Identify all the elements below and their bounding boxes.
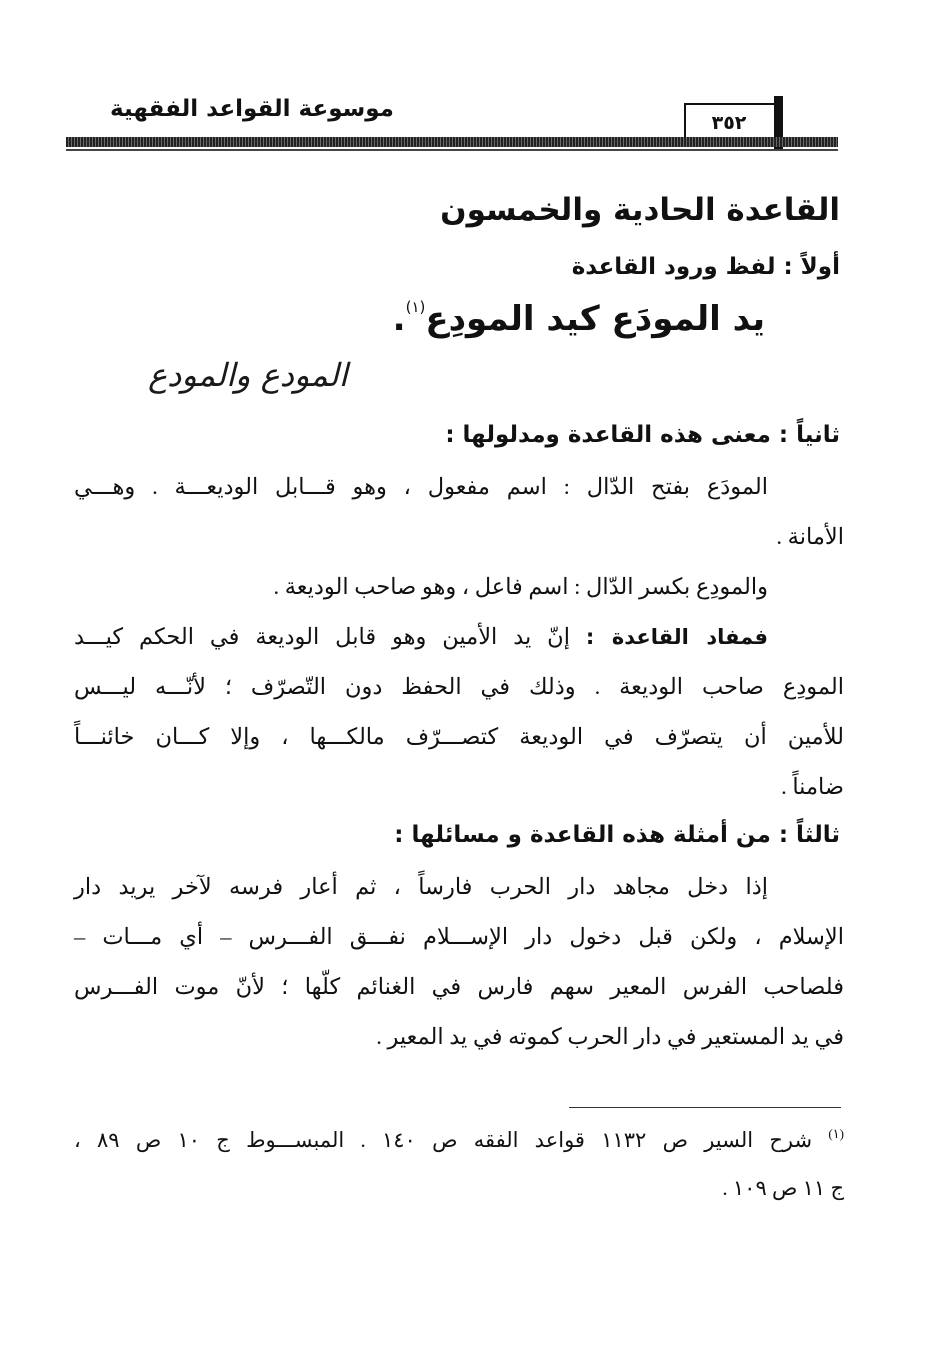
paragraph-line: والمودِع بكسر الدّال : اسم فاعل ، وهو صاحب الوديعة .	[273, 574, 768, 599]
rule-title: القاعدة الحادية والخمسون	[440, 192, 840, 228]
paragraph-line: الأمانة .	[776, 524, 844, 549]
rule-statement	[393, 298, 765, 339]
paragraph-line: فلصاحب الفرس المعير سهم فارس في الغنائم كلّها ؛ لأنّ موت الفـــرس	[74, 974, 844, 999]
section-heading-1: أولاً : لفظ ورود القاعدة	[571, 254, 840, 280]
footnote-ref-1[interactable]: (١)	[405, 298, 426, 316]
page-number: ٣٥٢	[711, 112, 747, 134]
footnote-line	[74, 1126, 844, 1153]
section-heading-2: ثانياً : معنى هذه القاعدة ومدلولها :	[445, 422, 840, 448]
paragraph-line: المودَع بفتح الدّال : اسم مفعول ، وهو قـــابل الوديعـــة . وهـــي	[74, 474, 768, 499]
paragraph-text: إنّ يد الأمين وهو قابل الوديعة في الحكم كيـــد	[74, 624, 570, 649]
section-heading-3: ثالثاً : من أمثلة هذه القاعدة و مسائلها :	[394, 822, 840, 848]
paragraph-line: في يد المستعير في دار الحرب كموته في يد المعير .	[376, 1024, 844, 1049]
footnote-line: ج ١١ ص ١٠٩ .	[722, 1176, 844, 1200]
paragraph-line-lead	[74, 615, 768, 659]
paragraph-line: المودِع صاحب الوديعة . وذلك في الحفظ دون التّصرّف ؛ لأنّـــه ليـــس	[74, 674, 844, 699]
running-header-title: موسوعة القواعد الفقهية	[110, 96, 394, 122]
rule-statement-end: .	[392, 299, 406, 339]
rule-statement-text: يد المودَع كيد المودِع	[425, 299, 765, 339]
paragraph-line: ضامناً .	[781, 774, 844, 799]
header-rule-thin	[66, 149, 838, 151]
handwritten-note: المودع والمودع	[148, 356, 348, 394]
footnote-separator	[569, 1107, 841, 1108]
footnote-number: (١)	[828, 1126, 844, 1141]
paragraph-lead: فمفاد القاعدة :	[585, 625, 768, 649]
paragraph-line: إذا دخل مجاهد دار الحرب فارساً ، ثم أعار فرسه لآخر يريد دار	[74, 874, 768, 899]
paragraph-line: للأمين أن يتصرّف في الوديعة كتصـــرّف مالكـــها ، وإلا كـــان خائنـــاً	[74, 724, 844, 749]
paragraph-line: الإسلام ، ولكن قبل دخول دار الإســـلام نفـــق الفـــرس – أي مـــات –	[74, 924, 844, 949]
footnote-text: شرح السير ص ١١٣٢ قواعد الفقه ص ١٤٠ . المبســـوط ج ١٠ ص ٨٩ ،	[74, 1128, 813, 1152]
header-rule	[66, 137, 838, 147]
